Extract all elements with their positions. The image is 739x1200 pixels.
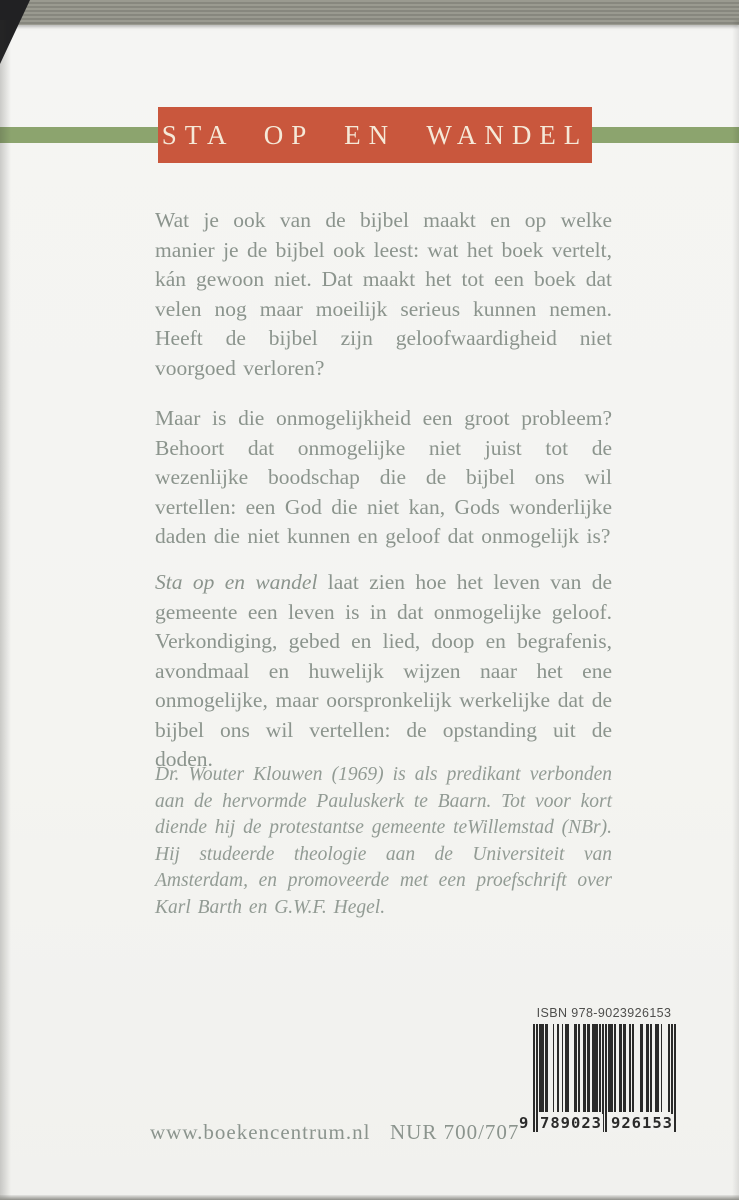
publisher-website: www.boekencentrum.nl [150, 1120, 371, 1144]
barcode-digits [519, 1112, 676, 1134]
nur-code: NUR 700/707 [390, 1120, 520, 1144]
barcode-block [519, 1006, 679, 1134]
author-bio: Dr. Wouter Klouwen (1969) is als predikant verbonden aan de hervormde Pauluskerk te Baarn. Tot voor kort diende hij de protestantse gemeente teWillemstad (NBr). Hij studeerde theologie aan de Universiteit van Amsterdam, en promoveerde met een proefschrift over Karl Barth en G.W.F. Hegel. [155, 764, 612, 918]
isbn-label: ISBN 978-9023926153 [536, 1006, 672, 1020]
corner-shadow [0, 0, 30, 64]
blurb-paragraph-2: Maar is die onmogelijkheid een groot probleem? Behoort dat onmogelijke niet juist tot de wezenlijke boodschap die de bijbel ons wil vertellen: een God die niet kan, Gods wonderlijke daden die niet kunnen en geloof dat onmogelijk is? [155, 406, 612, 548]
blurb-paragraph-1: Wat je ook van de bijbel maakt en op welke manier je de bijbel ook leest: wat het boek vertelt, kán gewoon niet. Dat maakt het tot een boek dat velen nog maar moeilijk serieus kunnen nemen. Heeft de bijbel zijn geloofwaardigheid niet voorgoed verloren? [155, 208, 612, 380]
blurb-title-reference: Sta op en wandel [155, 570, 318, 594]
barcode-digit-group2: 926153 [611, 1114, 673, 1132]
barcode-bars [519, 1024, 676, 1134]
barcode-digit-prefix: 9 [519, 1114, 529, 1132]
barcode-digit-group1: 789023 [540, 1114, 602, 1132]
blurb-paragraph-3 [155, 568, 612, 775]
book-title: STA OP EN WANDEL [161, 119, 589, 150]
left-edge-shadow [0, 20, 11, 1200]
right-edge-shadow [732, 20, 739, 1200]
book-pages-edge [0, 0, 739, 25]
blurb-paragraph-3-rest: laat zien hoe het leven van de gemeente een leven is in dat onmogelijke geloof. Verkondiging, gebed en lied, doop en begrafenis, avondmaal en huwelijk wijzen naar het ene onmogelijke, maar oorspronkelijk werkelijke dat de bijbel ons wil vertellen: de opstanding uit de doden. [155, 570, 613, 771]
bottom-edge-shadow [0, 1195, 739, 1200]
title-band [158, 107, 592, 163]
